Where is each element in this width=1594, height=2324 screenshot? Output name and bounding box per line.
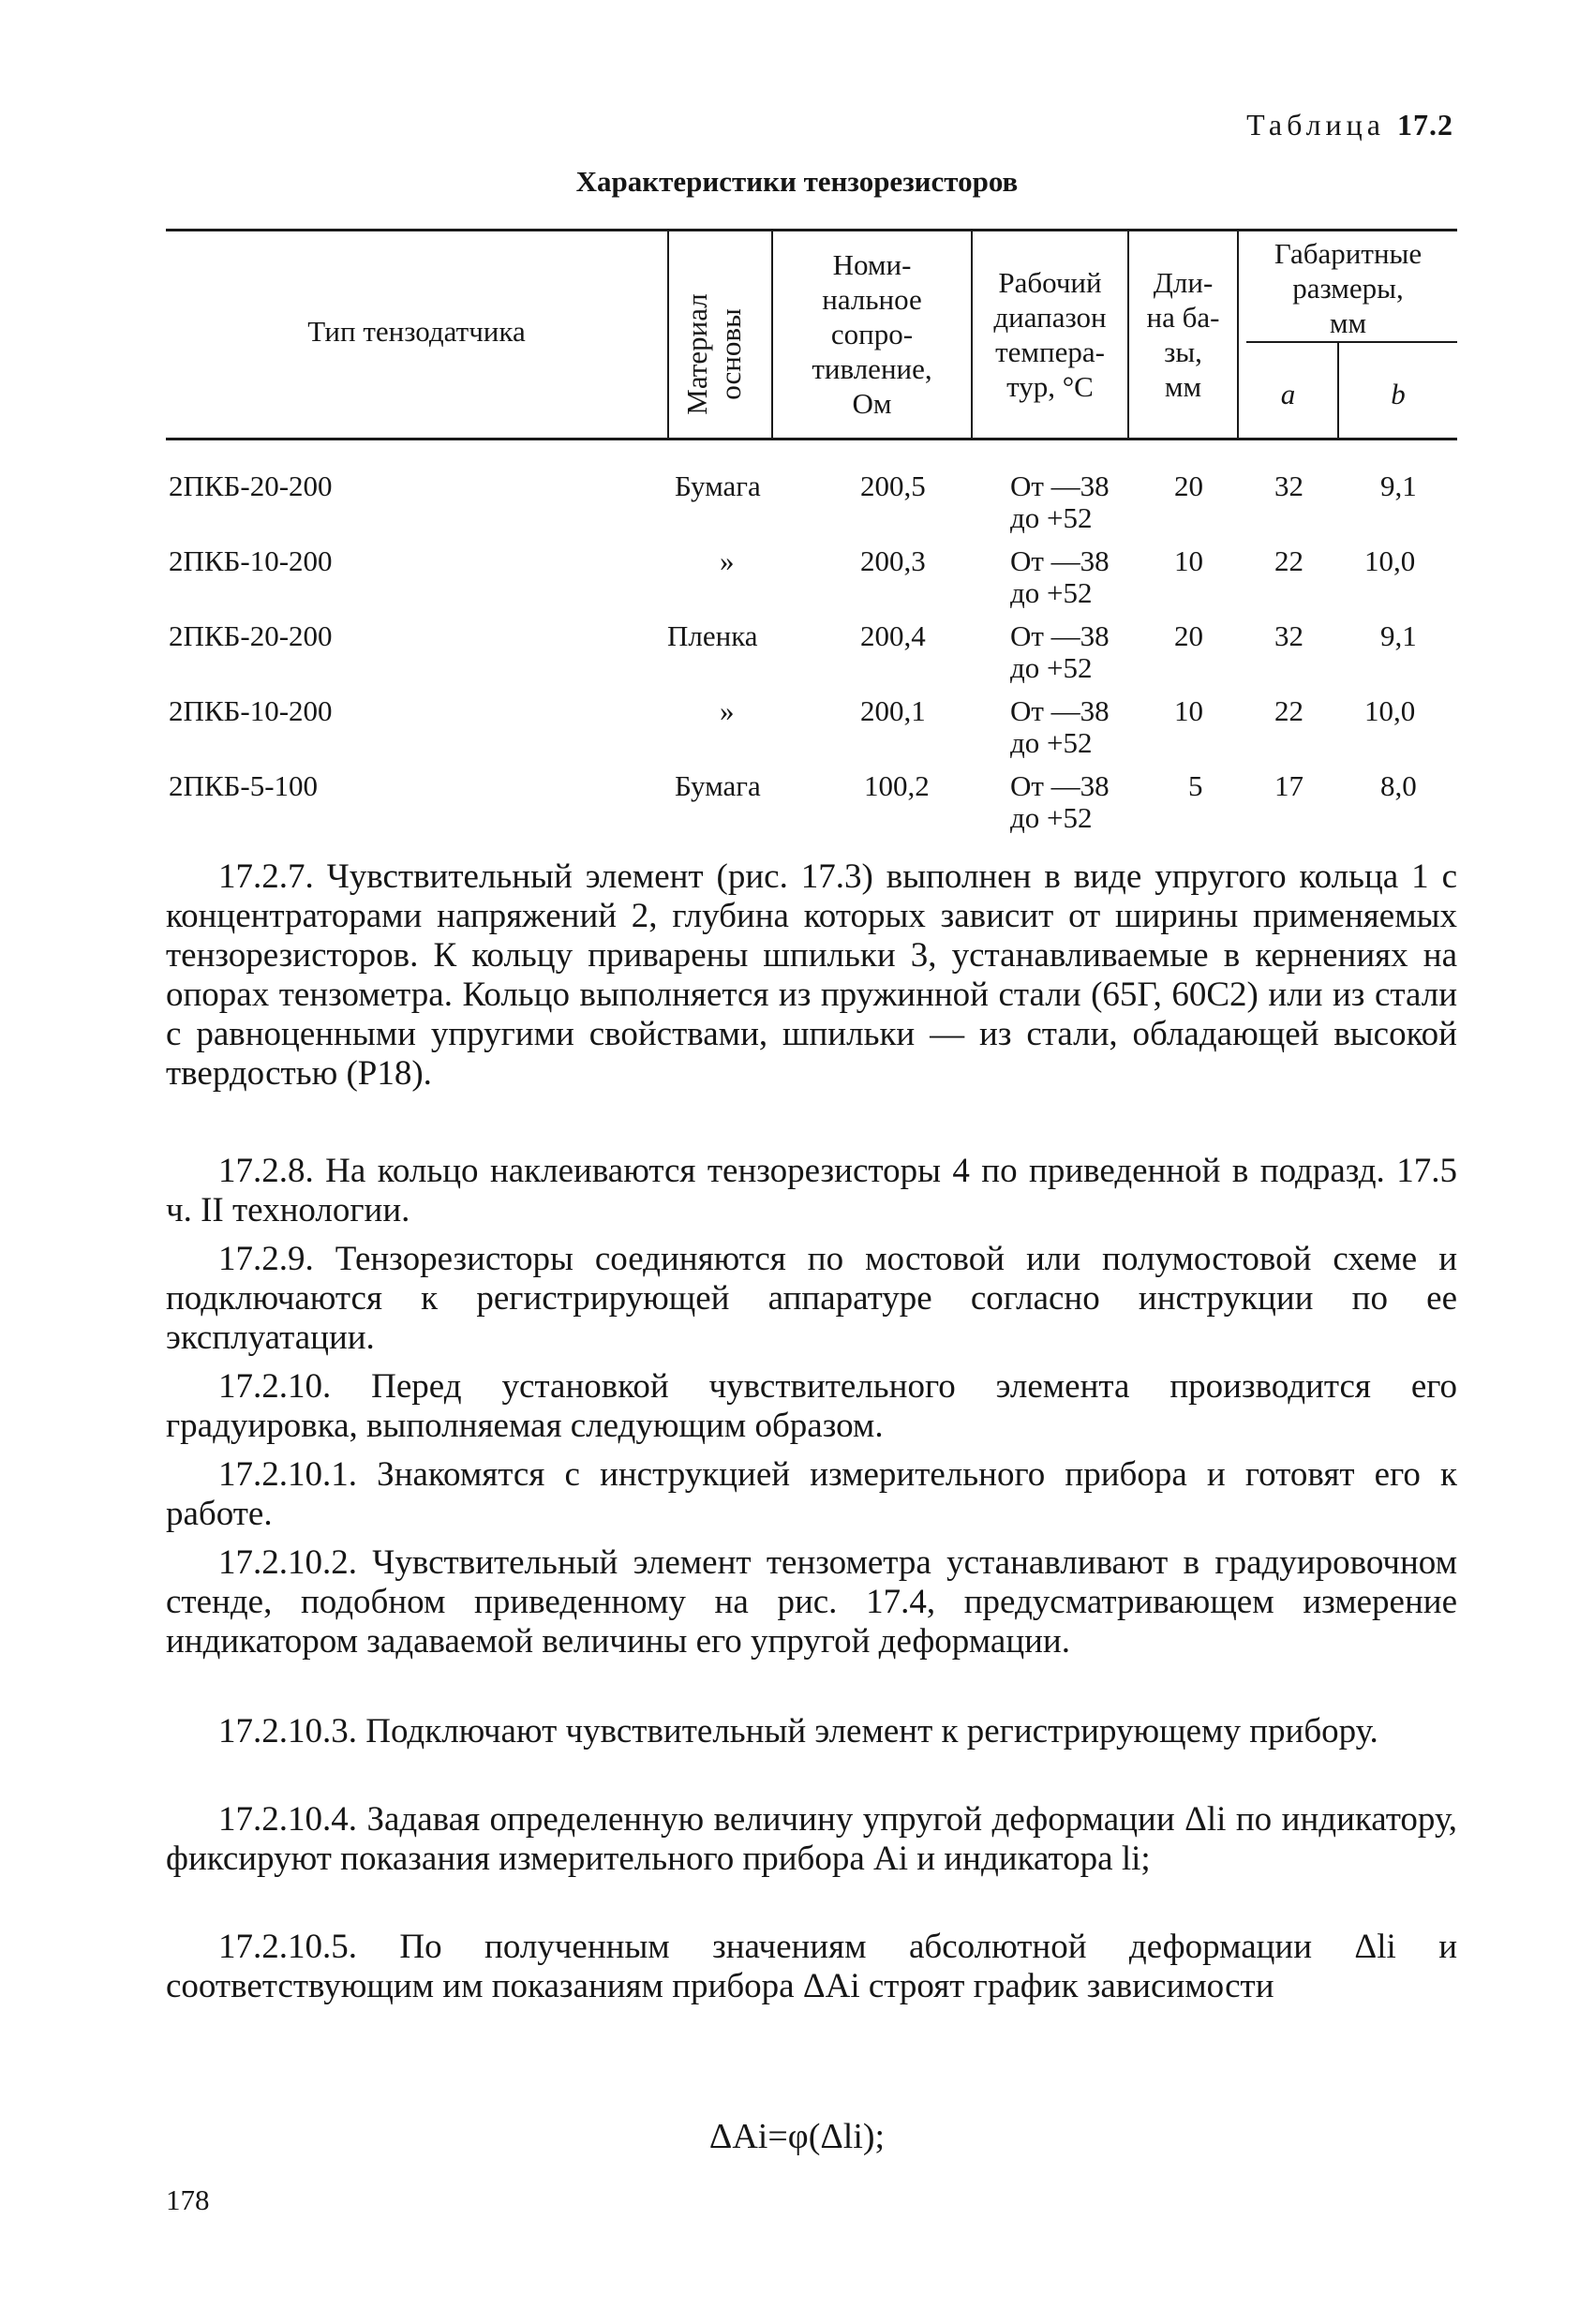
cell-base: 5 bbox=[1188, 769, 1203, 802]
cell-dim-b: 9,1 bbox=[1380, 619, 1417, 652]
page-number: 178 bbox=[166, 2183, 210, 2216]
cell-type: 2ПКБ-5-100 bbox=[169, 769, 319, 802]
cell-temp-to: до +52 bbox=[1010, 501, 1093, 534]
header-dimensions: Габаритные размеры, мм bbox=[1274, 237, 1423, 339]
cell-material: Бумага bbox=[675, 769, 761, 802]
paragraph-17-2-9: 17.2.9. Тензорезисторы соединяются по мостовой или полумостовой схеме и подключаются к регистрирующей аппаратуре согласно инструкции по ее эксплуатации. bbox=[166, 1240, 1457, 1357]
paragraph-17-2-10-1: 17.2.10.1. Знакомятся с инструкцией измерительного прибора и готовят его к работе. bbox=[166, 1455, 1457, 1533]
paragraph-17-2-7: 17.2.7. Чувствительный элемент (рис. 17.3) выполнен в виде упругого кольца 1 с концентраторами напряжений 2, глубина которых зависит от ширины применяемых тензорезисторов. К кольцу приварены шпильки 3, устанавливаемые в кернениях на опорах тензометра. Кольцо выполняется из пружинной стали (65Г, 60С2) или из стали с равноценными упругими свойствами, шпильки — из стали, обладающей высокой твердостью (Р18). bbox=[166, 857, 1457, 1093]
paragraph-17-2-10: 17.2.10. Перед установкой чувствительного элемента производится его градуировка, выполняемая следующим образом. bbox=[166, 1367, 1457, 1445]
paragraph-17-2-10-4: 17.2.10.4. Задавая определенную величину упругой деформации Δli по индикатору, фиксируют показания измерительного прибора Ai и индикатора li; bbox=[166, 1800, 1457, 1878]
table-top-rule bbox=[166, 229, 1457, 231]
cell-dim-a: 22 bbox=[1274, 544, 1304, 577]
table-label bbox=[1246, 108, 1453, 142]
dimensions-sub-rule bbox=[1246, 341, 1457, 343]
cell-dim-a: 22 bbox=[1274, 694, 1304, 727]
cell-material: Бумага bbox=[675, 469, 761, 502]
paragraph-17-2-10-3: 17.2.10.3. Подключают чувствительный элемент к регистрирующему прибору. bbox=[218, 1712, 1378, 1750]
cell-temp-from: От —38 bbox=[1010, 619, 1110, 652]
cell-temp-to: до +52 bbox=[1010, 801, 1093, 834]
cell-type: 2ПКБ-10-200 bbox=[169, 694, 333, 727]
table-header-bottom-rule bbox=[166, 438, 1457, 440]
cell-dim-b: 9,1 bbox=[1380, 469, 1417, 502]
cell-temp-from: От —38 bbox=[1010, 769, 1110, 802]
cell-temp-from: От —38 bbox=[1010, 694, 1110, 727]
paragraph-17-2-10-2: 17.2.10.2. Чувствительный элемент тензометра устанавливают в градуировочном стенде, подобном приведенному на рис. 17.4, предусматривающем измерение индикатором задаваемой величины его упругой деформации. bbox=[166, 1543, 1457, 1661]
header-material bbox=[680, 261, 755, 448]
header-material-line1: Материал bbox=[680, 293, 713, 415]
cell-temp-to: до +52 bbox=[1010, 651, 1093, 684]
cell-dim-b: 10,0 bbox=[1364, 544, 1416, 577]
paragraph-17-2-8: 17.2.8. На кольцо наклеиваются тензорезисторы 4 по приведенной в подразд. 17.5 ч. II технологии. bbox=[166, 1152, 1457, 1229]
table-label-word: Таблица bbox=[1246, 108, 1385, 142]
cell-temp-to: до +52 bbox=[1010, 726, 1093, 759]
header-material-line2: основы bbox=[714, 308, 747, 400]
cell-temp-from: От —38 bbox=[1010, 544, 1110, 577]
cell-type: 2ПКБ-20-200 bbox=[169, 469, 333, 502]
cell-type: 2ПКБ-20-200 bbox=[169, 619, 333, 652]
formula: ΔAi=φ(Δli); bbox=[708, 2117, 886, 2156]
cell-dim-a: 32 bbox=[1274, 469, 1304, 502]
cell-temp-from: От —38 bbox=[1010, 469, 1110, 502]
cell-resistance: 200,1 bbox=[860, 694, 926, 727]
cell-temp-to: до +52 bbox=[1010, 576, 1093, 609]
header-base-length: Дли- на ба- зы, мм bbox=[1146, 266, 1220, 403]
header-temp-range: Рабочий диапазон темпера- тур, °С bbox=[993, 266, 1107, 403]
table-number: 17.2 bbox=[1397, 108, 1453, 142]
cell-base: 20 bbox=[1174, 619, 1203, 652]
cell-material: » bbox=[720, 544, 735, 577]
cell-resistance: 200,4 bbox=[860, 619, 926, 652]
column-separator bbox=[667, 231, 669, 438]
cell-resistance: 200,3 bbox=[860, 544, 926, 577]
cell-dim-a: 32 bbox=[1274, 619, 1304, 652]
cell-resistance: 200,5 bbox=[860, 469, 926, 502]
cell-dim-b: 8,0 bbox=[1380, 769, 1417, 802]
paragraph-17-2-10-5: 17.2.10.5. По полученным значениям абсолютной деформации Δli и соответствующим им показаниям прибора ΔAi строят график зависимости bbox=[166, 1928, 1457, 2005]
header-dim-b: b bbox=[1391, 378, 1406, 410]
table-title: Характеристики тензорезисторов bbox=[575, 165, 1019, 198]
header-resistance: Номи- нальное сопро- тивление, Ом bbox=[812, 248, 932, 420]
cell-base: 20 bbox=[1174, 469, 1203, 502]
cell-base: 10 bbox=[1174, 694, 1203, 727]
cell-type: 2ПКБ-10-200 bbox=[169, 544, 333, 577]
cell-base: 10 bbox=[1174, 544, 1203, 577]
cell-resistance: 100,2 bbox=[864, 769, 930, 802]
cell-dim-a: 17 bbox=[1274, 769, 1304, 802]
cell-material: » bbox=[720, 694, 735, 727]
cell-material: Пленка bbox=[667, 619, 758, 652]
cell-dim-b: 10,0 bbox=[1364, 694, 1416, 727]
header-dim-a: a bbox=[1280, 378, 1296, 410]
header-type: Тип тензодатчика bbox=[307, 315, 526, 348]
